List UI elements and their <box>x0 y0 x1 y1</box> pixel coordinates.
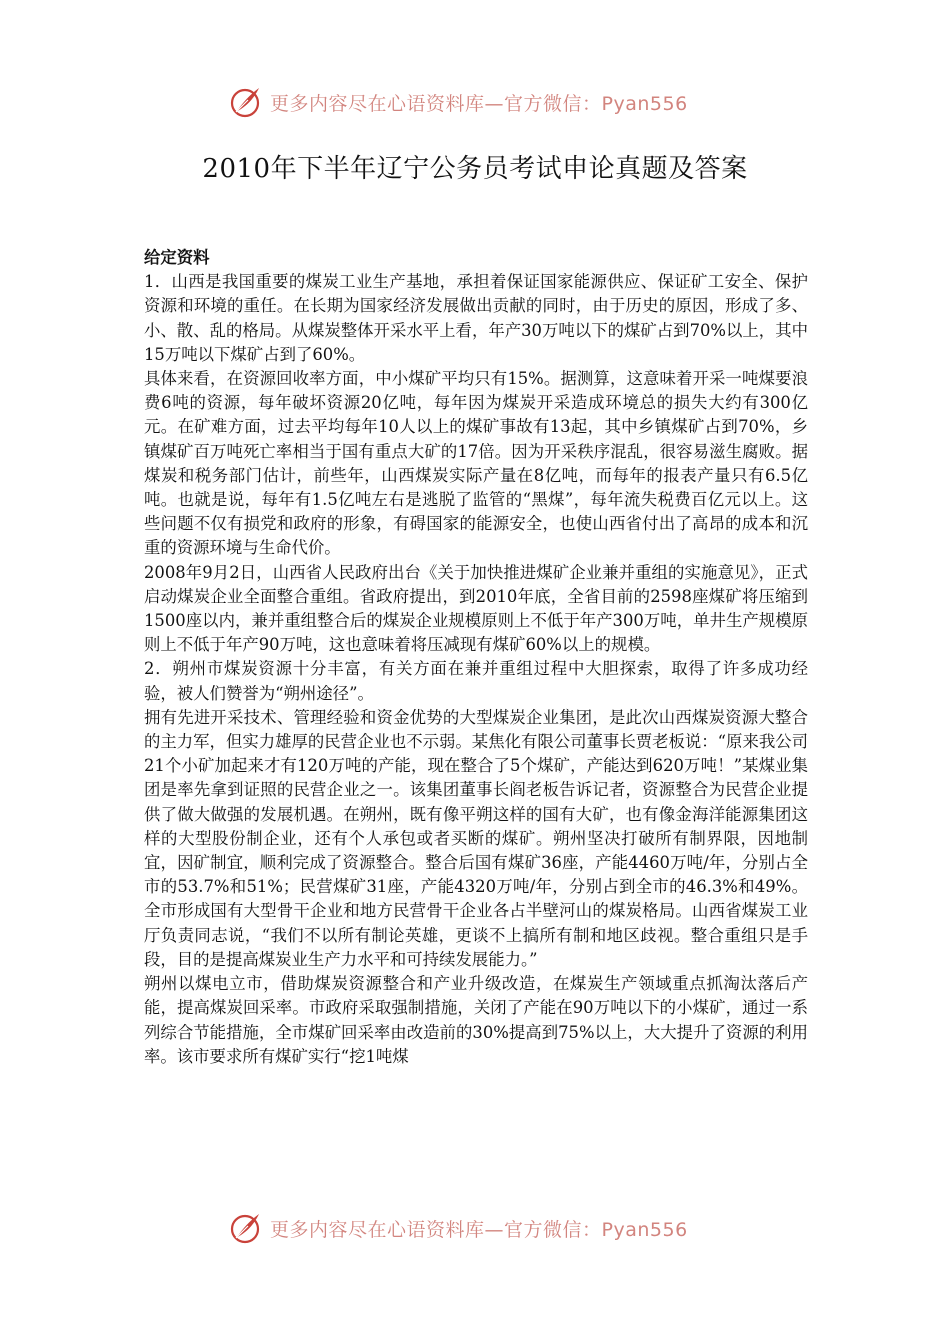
header-watermark <box>228 82 748 122</box>
feather-pen-logo-icon <box>228 1210 264 1246</box>
feather-pen-logo-icon <box>228 84 264 120</box>
watermark-text: 更多内容尽在心语资料库—官方微信：Pyan556 <box>270 92 688 115</box>
paragraph-4: 2．朔州市煤炭资源十分丰富，有关方面在兼并重组过程中大胆探索，取得了许多成功经验，被人们赞誉为“朔州途径”。 <box>144 659 808 703</box>
paragraph-2: 具体来看，在资源回收率方面，中小煤矿平均只有15%。据测算，这意味着开采一吨煤要浪费6吨的资源，每年破坏资源20亿吨，每年因为煤炭开采造成环境总的损失大约有300亿元。在矿难方面，过去平均每年10人以上的煤矿事故有13起，其中乡镇煤矿占到70%，乡镇煤矿百万吨死亡率相当于国有重点大矿的17倍。因为开采秩序混乱，很容易滋生腐败。据煤炭和税务部门估计，前些年，山西煤炭实际产量在8亿吨，而每年的报表产量只有6.5亿吨。也就是说，每年有1.5亿吨左右是逃脱了监管的“黑煤”，每年流失税费百亿元以上。这些问题不仅有损党和政府的形象，有碍国家的能源安全，也使山西省付出了高昂的成本和沉重的资源环境与生命代价。 <box>144 369 808 558</box>
document-title: 2010年下半年辽宁公务员考试申论真题及答案 <box>202 154 748 184</box>
section-heading: 给定资料 <box>144 248 210 267</box>
paragraph-6: 朔州以煤电立市，借助煤炭资源整合和产业升级改造，在煤炭生产领域重点抓淘汰落后产能，提高煤炭回采率。市政府采取强制措施，关闭了产能在90万吨以下的小煤矿，通过一系列综合节能措施，全市煤矿回采率由改造前的30%提高到75%以上，大大提升了资源的利用率。该市要求所有煤矿实行“挖1吨煤 <box>144 974 808 1066</box>
watermark-text: 更多内容尽在心语资料库—官方微信：Pyan556 <box>270 1218 688 1241</box>
paragraph-1: 1．山西是我国重要的煤炭工业生产基地，承担着保证国家能源供应、保证矿工安全、保护资源和环境的重任。在长期为国家经济发展做出贡献的同时，由于历史的原因，形成了多、小、散、乱的格局。从煤炭整体开采水平上看，年产30万吨以下的煤矿占到70%以上，其中15万吨以下煤矿占到了60%。 <box>144 272 808 364</box>
footer-watermark <box>228 1208 748 1248</box>
paragraph-3: 2008年9月2日，山西省人民政府出台《关于加快推进煤矿企业兼并重组的实施意见》，正式启动煤炭企业全面整合重组。省政府提出，到2010年底，全省目前的2598座煤矿将压缩到1500座以内，兼并重组整合后的煤炭企业规模原则上不低于年产300万吨，单井生产规模原则上不低于年产90万吨，这也意味着将压减现有煤矿60%以上的规模。 <box>144 562 808 655</box>
document-body <box>144 246 808 1069</box>
paragraph-5: 拥有先进开采技术、管理经验和资金优势的大型煤炭企业集团，是此次山西煤炭资源大整合的主力军，但实力雄厚的民营企业也不示弱。某焦化有限公司董事长贾老板说：“原来我公司21个小矿加起来才有120万吨的产能，现在整合了5个煤矿，产能达到620万吨！”某煤业集团是率先拿到证照的民营企业之一。该集团董事长阎老板告诉记者，资源整合为民营企业提供了做大做强的发展机遇。在朔州，既有像平朔这样的国有大矿，也有像金海洋能源集团这样的大型股份制企业，还有个人承包或者买断的煤矿。朔州坚决打破所有制界限，因地制宜，因矿制宜，顺利完成了资源整合。整合后国有煤矿36座，产能4460万吨/年，分别占全市的53.7%和51%；民营煤矿31座，产能4320万吨/年，分别占到全市的46.3%和49%。全市形成国有大型骨干企业和地方民营骨干企业各占半壁河山的煤炭格局。山西省煤炭工业厅负责同志说，“我们不以所有制论英雄，更谈不上搞所有制和地区歧视。整合重组只是手段，目的是提高煤炭业生产力水平和可持续发展能力。” <box>144 707 809 969</box>
